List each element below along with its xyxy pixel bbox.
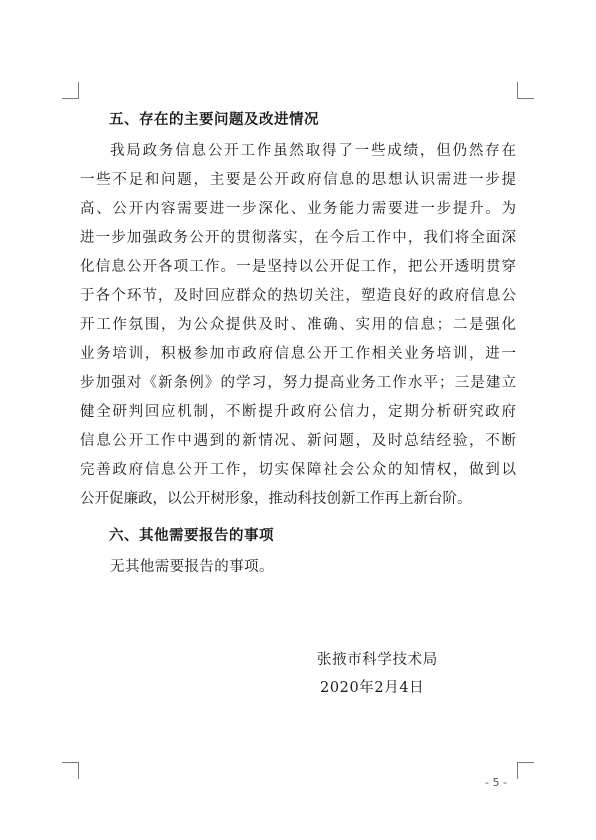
paragraph-line: 于各个环节，及时回应群众的热切关注，塑造良好的政府信息公 — [80, 288, 516, 304]
paragraph-line: 业务培训，积极参加市政府信息公开工作相关业务培训，进一 — [80, 346, 516, 362]
paragraph-line: 高、公开内容需要进一步深化、业务能力需要进一步提升。为 — [80, 201, 516, 217]
paragraph-line: 一些不足和问题，主要是公开政府信息的思想认识需进一步提 — [80, 172, 516, 188]
crop-mark-top-right — [517, 82, 534, 99]
paragraph-line: 公开促廉政，以公开树形象，推动科技创新工作再上新台阶。 — [80, 491, 472, 507]
paragraph-line: 完善政府信息公开工作，切实保障社会公众的知情权，做到以 — [80, 462, 516, 478]
paragraph-line: 步加强对《新条例》的学习，努力提高业务工作水平；三是建立 — [80, 375, 516, 391]
paragraph-line: 健全研判回应机制，不断提升政府公信力，定期分析研究政府 — [80, 404, 516, 420]
section-six-heading: 六、其他需要报告的事项 — [109, 528, 274, 544]
paragraph-line: 我局政务信息公开工作虽然取得了一些成绩，但仍然存在 — [110, 143, 516, 159]
paragraph-line: 信息公开工作中遇到的新情况、新问题，及时总结经验，不断 — [80, 433, 516, 449]
signing-date: 2020年2月4日 — [320, 680, 425, 696]
crop-mark-bottom-right — [517, 762, 534, 779]
page-number: - 5 - — [485, 776, 507, 789]
crop-mark-bottom-left — [62, 762, 79, 779]
crop-mark-top-left — [62, 82, 79, 99]
paragraph-line: 进一步加强政务公开的贯彻落实，在今后工作中，我们将全面深 — [80, 230, 516, 246]
paragraph-line: 化信息公开各项工作。一是坚持以公开促工作，把公开透明贯穿 — [80, 259, 516, 275]
signing-organization: 张掖市科学技术局 — [317, 652, 438, 668]
section-five-heading: 五、存在的主要问题及改进情况 — [109, 112, 319, 128]
section-six-text: 无其他需要报告的事项。 — [110, 559, 274, 575]
paragraph-line: 开工作氛围，为公众提供及时、准确、实用的信息；二是强化 — [80, 317, 516, 333]
